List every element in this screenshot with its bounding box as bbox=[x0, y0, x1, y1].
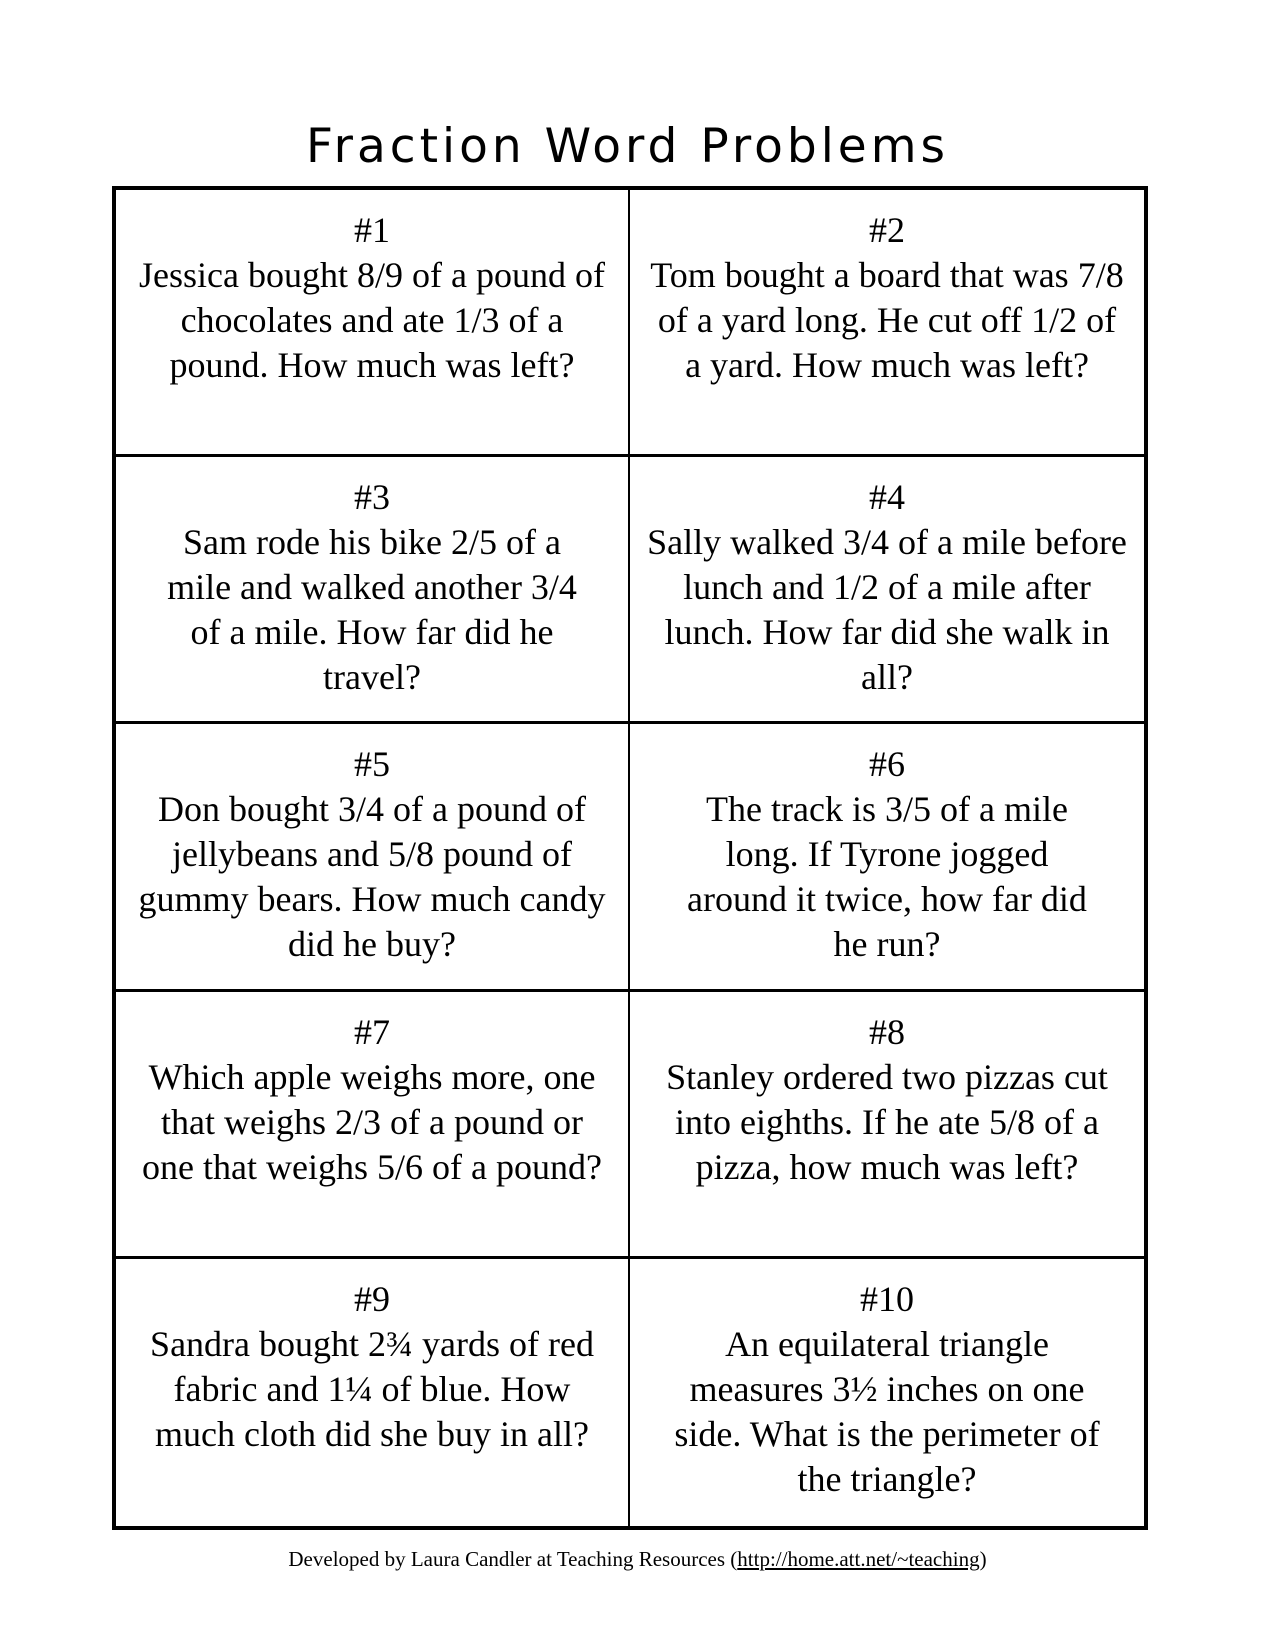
problem-card-2 bbox=[630, 190, 1144, 457]
problem-text: Which apple weighs more, one that weighs 2/3 of a pound or one that weighs 5/6 of a pound? bbox=[142, 1056, 602, 1187]
problem-number: #3 bbox=[354, 477, 390, 518]
problem-text: Sally walked 3/4 of a mile before lunch and 1/2 of a mile after lunch. How far did she walk in all? bbox=[647, 522, 1127, 698]
footer-prefix: Developed by Laura Candler at Teaching Resources ( bbox=[288, 1547, 738, 1571]
problem-text: Sandra bought 2¾ yards of red fabric and 1¼ of blue. How much cloth did she buy in all? bbox=[150, 1323, 594, 1454]
problem-number: #10 bbox=[860, 1278, 914, 1319]
problem-card-9 bbox=[116, 1259, 630, 1526]
problem-number: #5 bbox=[354, 744, 390, 785]
footer-link[interactable]: http://home.att.net/~teaching bbox=[737, 1547, 980, 1571]
problem-text: Jessica bought 8/9 of a pound of chocolates and ate 1/3 of a pound. How much was left? bbox=[139, 255, 605, 385]
problem-card-5 bbox=[116, 724, 630, 991]
problem-text: Don bought 3/4 of a pound of jellybeans and 5/8 pound of gummy bears. How much candy did he buy? bbox=[138, 789, 606, 965]
problem-card-4 bbox=[630, 457, 1144, 724]
problem-text: An equilateral triangle measures 3½ inches on one side. What is the perimeter of the triangle? bbox=[674, 1323, 1100, 1499]
problem-number: #2 bbox=[869, 210, 905, 250]
page-title: Fraction Word Problems bbox=[306, 119, 949, 175]
problem-number: #1 bbox=[354, 210, 390, 250]
problem-card-3 bbox=[116, 457, 630, 724]
problem-number: #4 bbox=[869, 477, 905, 518]
problem-card-1 bbox=[116, 190, 630, 457]
footer-suffix: ) bbox=[979, 1547, 987, 1571]
problem-text: Tom bought a board that was 7/8 of a yard long. He cut off 1/2 of a yard. How much was left? bbox=[650, 255, 1124, 385]
problem-card-10 bbox=[630, 1259, 1144, 1526]
problem-number: #6 bbox=[869, 744, 905, 785]
problem-number: #8 bbox=[869, 1011, 905, 1052]
problem-text: Sam rode his bike 2/5 of a mile and walked another 3/4 of a mile. How far did he travel? bbox=[167, 522, 577, 698]
footer-credit bbox=[0, 1549, 1275, 1570]
problem-text: The track is 3/5 of a mile long. If Tyrone jogged around it twice, how far did he run? bbox=[687, 789, 1087, 965]
problem-card-7 bbox=[116, 992, 630, 1259]
problem-number: #7 bbox=[354, 1011, 390, 1052]
problem-text: Stanley ordered two pizzas cut into eighths. If he ate 5/8 of a pizza, how much was left? bbox=[666, 1056, 1108, 1187]
problem-card-8 bbox=[630, 992, 1144, 1259]
problem-number: #9 bbox=[354, 1278, 390, 1319]
problem-card-6 bbox=[630, 724, 1144, 991]
problem-grid bbox=[112, 186, 1148, 1530]
